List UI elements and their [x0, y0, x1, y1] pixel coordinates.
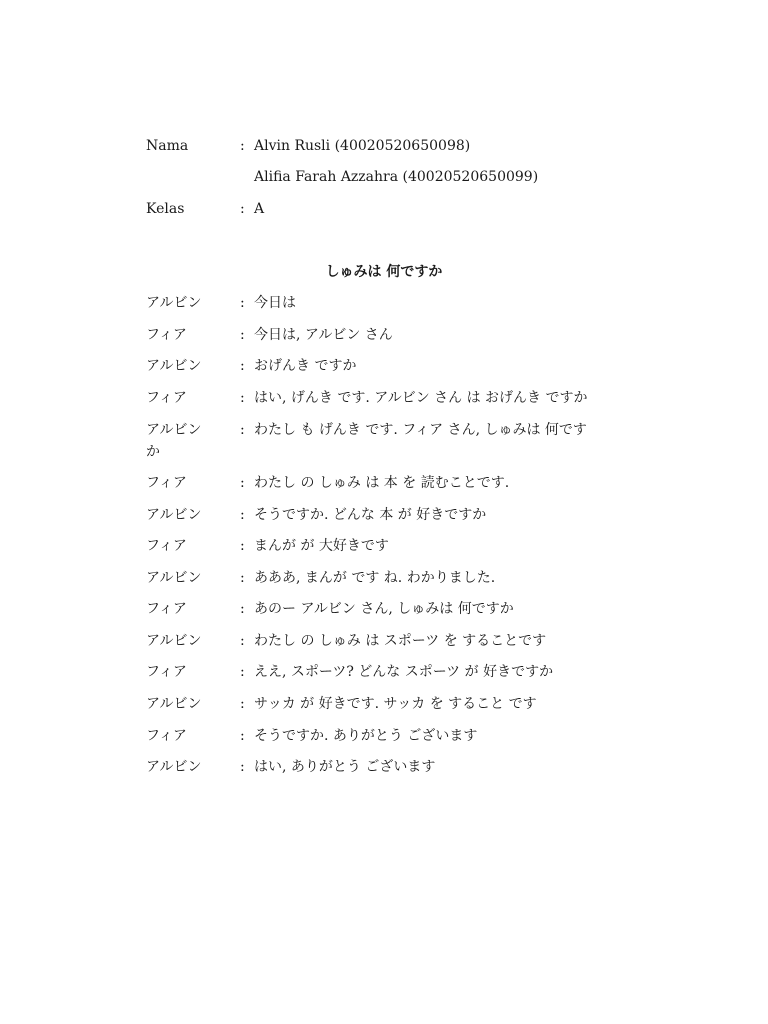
- speaker-name: アルビン: [146, 759, 202, 775]
- speaker-name: フィア: [146, 601, 187, 617]
- colon: :: [240, 390, 245, 406]
- dialogue-text-continuation: か: [146, 444, 160, 460]
- speaker-name: フィア: [146, 728, 187, 744]
- colon: :: [240, 570, 245, 586]
- colon: :: [240, 759, 245, 775]
- class-value: A: [254, 201, 265, 217]
- dialogue-text: 今日は, アルビン さん: [254, 327, 393, 343]
- dialogue-text: わたし も げんき です. フィア さん, しゅみは 何です: [254, 422, 587, 438]
- colon: :: [240, 664, 245, 680]
- speaker-name: アルビン: [146, 295, 202, 311]
- dialogue-text: わたし の しゅみ は スポーツ を することです: [254, 633, 547, 649]
- speaker-name: アルビン: [146, 358, 202, 374]
- speaker-name: フィア: [146, 475, 187, 491]
- colon: :: [240, 422, 245, 438]
- colon: :: [240, 507, 245, 523]
- speaker-name: フィア: [146, 390, 187, 406]
- speaker-name: フィア: [146, 664, 187, 680]
- name-value-1: Alvin Rusli (40020520650098): [254, 138, 471, 154]
- speaker-name: アルビン: [146, 570, 202, 586]
- name-value-2: Alifia Farah Azzahra (40020520650099): [254, 169, 539, 185]
- colon: :: [240, 358, 245, 374]
- dialogue-text: はい, ありがとう ございます: [254, 759, 436, 775]
- speaker-name: アルビン: [146, 422, 202, 438]
- dialogue-text: そうですか. どんな 本 が 好きですか: [254, 507, 487, 523]
- colon: :: [240, 538, 245, 554]
- dialogue-text: おげんき ですか: [254, 358, 357, 374]
- document-title: しゅみは 何ですか: [325, 264, 443, 280]
- dialogue-text: まんが が 大好きです: [254, 538, 389, 554]
- speaker-name: フィア: [146, 538, 187, 554]
- name-label: Nama: [146, 138, 189, 154]
- dialogue-text: あああ, まんが です ね. わかりました.: [254, 570, 496, 586]
- speaker-name: アルビン: [146, 633, 202, 649]
- dialogue-line: [146, 419, 666, 463]
- colon: :: [240, 327, 245, 343]
- dialogue-text: あのー アルビン さん, しゅみは 何ですか: [254, 601, 514, 617]
- speaker-name: フィア: [146, 327, 187, 343]
- dialogue-text: ええ, スポーツ? どんな スポーツ が 好きですか: [254, 664, 554, 680]
- class-label: Kelas: [146, 201, 185, 217]
- colon: :: [240, 138, 245, 154]
- speaker-name: アルビン: [146, 507, 202, 523]
- dialogue-text: はい, げんき です. アルビン さん は おげんき ですか: [254, 390, 588, 406]
- colon: :: [240, 696, 245, 712]
- colon: :: [240, 475, 245, 491]
- speaker-name: アルビン: [146, 696, 202, 712]
- colon: :: [240, 295, 245, 311]
- dialogue-text: わたし の しゅみ は 本 を 読むことです.: [254, 475, 510, 491]
- dialogue-text: サッカ が 好きです. サッカ を すること です: [254, 696, 537, 712]
- colon: :: [240, 728, 245, 744]
- dialogue-text: そうですか. ありがとう ございます: [254, 728, 478, 744]
- colon: :: [240, 633, 245, 649]
- colon: :: [240, 201, 245, 217]
- dialogue-text: 今日は: [254, 295, 296, 311]
- colon: :: [240, 601, 245, 617]
